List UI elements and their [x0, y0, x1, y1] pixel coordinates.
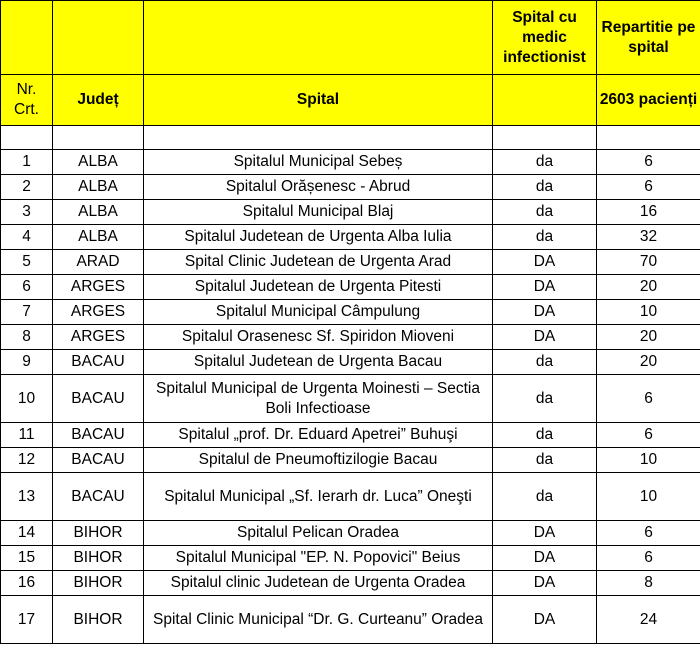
hospital-name-cell: Spitalul Pelican Oradea [144, 521, 493, 546]
allocation-cell: 20 [597, 350, 700, 375]
header-empty-cell [144, 1, 493, 75]
hospital-name-cell: Spital Clinic Judetean de Urgenta Arad [144, 250, 493, 275]
table-row [1, 225, 700, 250]
county-cell: ARAD [53, 250, 144, 275]
infectionist-cell: DA [493, 596, 597, 644]
allocation-cell: 6 [597, 423, 700, 448]
row-number-cell: 9 [1, 350, 53, 375]
hospital-name-cell: Spitalul Municipal Blaj [144, 200, 493, 225]
infectionist-cell: da [493, 225, 597, 250]
row-number-cell: 11 [1, 423, 53, 448]
infectionist-cell: DA [493, 275, 597, 300]
allocation-cell: 6 [597, 521, 700, 546]
allocation-cell: 10 [597, 448, 700, 473]
county-cell: ALBA [53, 150, 144, 175]
table-header [1, 1, 700, 126]
county-cell: ARGES [53, 300, 144, 325]
hospital-name-cell: Spitalul Judetean de Urgenta Alba Iulia [144, 225, 493, 250]
header-spital-cu-medic: Spital cu medic infectionist [493, 1, 597, 75]
infectionist-cell: DA [493, 250, 597, 275]
allocation-cell: 8 [597, 571, 700, 596]
table-row [1, 300, 700, 325]
county-cell: BIHOR [53, 571, 144, 596]
blank-row [1, 126, 700, 150]
hospital-name-cell: Spitalul Municipal „Sf. Ierarh dr. Luca” Oneşti [144, 473, 493, 521]
table-row [1, 350, 700, 375]
hospital-name-cell: Spitalul Judetean de Urgenta Pitesti [144, 275, 493, 300]
infectionist-cell: da [493, 350, 597, 375]
header-row-bottom [1, 75, 700, 126]
table-row [1, 448, 700, 473]
empty-cell [1, 126, 53, 150]
table-row [1, 150, 700, 175]
hospital-name-cell: Spitalul Municipal "EP. N. Popovici" Beius [144, 546, 493, 571]
hospital-name-cell: Spitalul Municipal de Urgenta Moinesti – Sectia Boli Infectioase [144, 375, 493, 423]
allocation-cell: 32 [597, 225, 700, 250]
allocation-cell: 10 [597, 300, 700, 325]
infectionist-cell: DA [493, 521, 597, 546]
empty-cell [597, 126, 700, 150]
row-number-cell: 6 [1, 275, 53, 300]
allocation-cell: 24 [597, 596, 700, 644]
allocation-cell: 16 [597, 200, 700, 225]
hospital-name-cell: Spitalul Judetean de Urgenta Bacau [144, 350, 493, 375]
header-repartitie: Repartitie pe spital [597, 1, 700, 75]
table-row [1, 200, 700, 225]
county-cell: BACAU [53, 423, 144, 448]
allocation-cell: 6 [597, 546, 700, 571]
row-number-cell: 16 [1, 571, 53, 596]
county-cell: BACAU [53, 473, 144, 521]
county-cell: BIHOR [53, 596, 144, 644]
row-number-cell: 3 [1, 200, 53, 225]
row-number-cell: 17 [1, 596, 53, 644]
table-row [1, 275, 700, 300]
allocation-cell: 70 [597, 250, 700, 275]
allocation-cell: 6 [597, 150, 700, 175]
infectionist-cell: da [493, 448, 597, 473]
row-number-cell: 8 [1, 325, 53, 350]
county-cell: BACAU [53, 448, 144, 473]
infectionist-cell: DA [493, 325, 597, 350]
row-number-cell: 12 [1, 448, 53, 473]
county-cell: ARGES [53, 275, 144, 300]
infectionist-cell: da [493, 200, 597, 225]
header-empty-cell [53, 1, 144, 75]
hospital-name-cell: Spitalul clinic Judetean de Urgenta Oradea [144, 571, 493, 596]
infectionist-cell: da [493, 375, 597, 423]
table-row [1, 546, 700, 571]
row-number-cell: 13 [1, 473, 53, 521]
table-row [1, 596, 700, 644]
county-cell: ALBA [53, 225, 144, 250]
county-cell: ARGES [53, 325, 144, 350]
header-empty-cell [1, 1, 53, 75]
empty-cell [144, 126, 493, 150]
table-row [1, 250, 700, 275]
header-total-patients: 2603 pacienți [597, 75, 700, 126]
allocation-cell: 20 [597, 275, 700, 300]
hospital-name-cell: Spitalul „prof. Dr. Eduard Apetrei” Buhuşi [144, 423, 493, 448]
table-row [1, 423, 700, 448]
row-number-cell: 14 [1, 521, 53, 546]
empty-cell [493, 126, 597, 150]
header-spital: Spital [144, 75, 493, 126]
hospital-name-cell: Spitalul Orășenesc - Abrud [144, 175, 493, 200]
infectionist-cell: da [493, 473, 597, 521]
table-body [1, 126, 700, 644]
table-row [1, 521, 700, 546]
header-empty-cell [493, 75, 597, 126]
infectionist-cell: da [493, 423, 597, 448]
table-row [1, 375, 700, 423]
header-row-top [1, 1, 700, 75]
infectionist-cell: DA [493, 571, 597, 596]
infectionist-cell: DA [493, 546, 597, 571]
allocation-cell: 6 [597, 175, 700, 200]
allocation-cell: 6 [597, 375, 700, 423]
county-cell: BIHOR [53, 546, 144, 571]
row-number-cell: 4 [1, 225, 53, 250]
row-number-cell: 1 [1, 150, 53, 175]
row-number-cell: 5 [1, 250, 53, 275]
row-number-cell: 15 [1, 546, 53, 571]
row-number-cell: 2 [1, 175, 53, 200]
county-cell: BACAU [53, 375, 144, 423]
hospital-name-cell: Spitalul Orasenesc Sf. Spiridon Mioveni [144, 325, 493, 350]
table-row [1, 175, 700, 200]
infectionist-cell: da [493, 175, 597, 200]
county-cell: BIHOR [53, 521, 144, 546]
hospital-name-cell: Spital Clinic Municipal “Dr. G. Curteanu” Oradea [144, 596, 493, 644]
header-nr-crt: Nr. Crt. [1, 75, 53, 126]
allocation-cell: 10 [597, 473, 700, 521]
empty-cell [53, 126, 144, 150]
allocation-cell: 20 [597, 325, 700, 350]
hospital-name-cell: Spitalul de Pneumoftizilogie Bacau [144, 448, 493, 473]
county-cell: ALBA [53, 200, 144, 225]
hospital-name-cell: Spitalul Municipal Câmpulung [144, 300, 493, 325]
row-number-cell: 10 [1, 375, 53, 423]
infectionist-cell: DA [493, 300, 597, 325]
table-row [1, 571, 700, 596]
county-cell: BACAU [53, 350, 144, 375]
row-number-cell: 7 [1, 300, 53, 325]
table-row [1, 473, 700, 521]
county-cell: ALBA [53, 175, 144, 200]
header-judet: Județ [53, 75, 144, 126]
table-row [1, 325, 700, 350]
infectionist-cell: da [493, 150, 597, 175]
hospital-name-cell: Spitalul Municipal Sebeș [144, 150, 493, 175]
